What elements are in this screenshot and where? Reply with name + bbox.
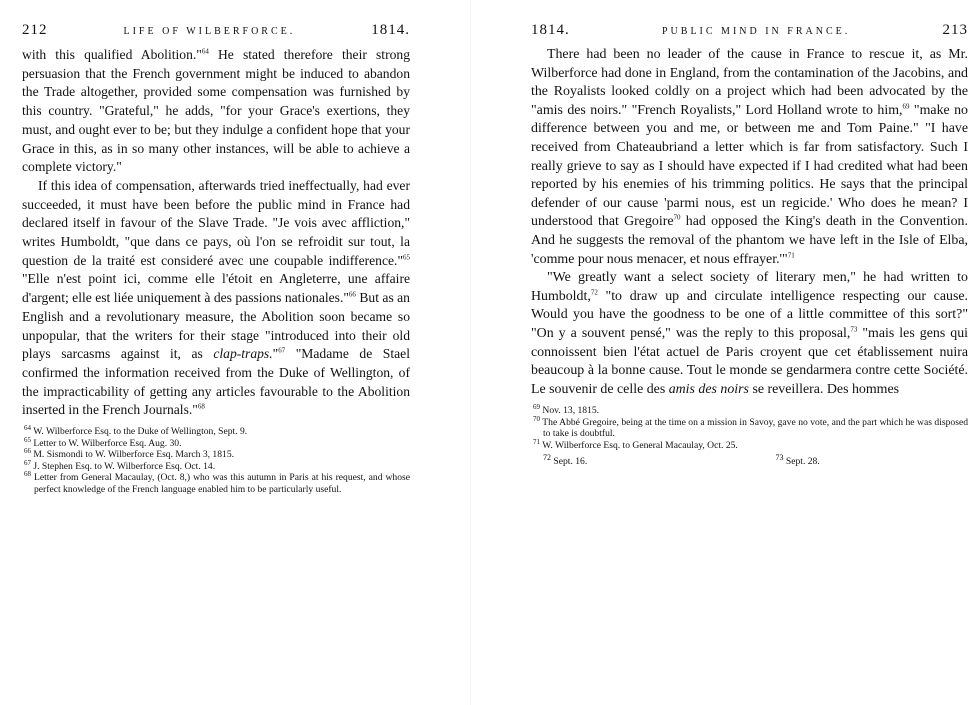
- footnotes: [531, 405, 968, 467]
- running-head-right: [531, 22, 968, 46]
- footnote: $^{64}$ W. Wilberforce Esq. to the Duke of Wellington, Sept. 9.: [24, 423, 248, 438]
- footnote-ref: 64: [201, 47, 209, 56]
- footnote-ref: 66: [348, 290, 356, 299]
- paragraph: If this idea of compensation, afterwards tried ineffectually, had ever succeeded, it must have been before the public mind in France had declared itself in favour of the Slave Trade. "Je vois avec affliction," writes Humboldt, "que dans ce pays, où l'on se refroidit sur tout, la question de la traité est consideré avec une coupable indifference."$^{65}$ "Elle n'est point ici, comme elle l'étoit en Angleterre, une affaire d'argent; elle est liée uniquement à des passions nationales."$^{66}$ But as an English and a revolutionary measure, the Abolition soon became so unpopular, that the writers for their stage "introduced into their old plays sarcasms against it, as clap-traps."$^{67}$ "Madame de Stael confirmed the information received from the Duke of Wellington, of the impracticability of getting any articles favourable to the Abolition inserted in the French Journals."$^{68}$: [22, 177, 410, 418]
- footnote-ref: 72: [590, 288, 598, 297]
- footnote: $^{70}$ The Abbé Gregoire, being at the time on a mission in Savoy, gave no vote, and the part which he was disposed to take is doubtful.: [533, 414, 968, 440]
- running-head-left: [22, 22, 410, 46]
- paragraph: "We greatly want a select society of literary men," he had written to Humboldt,$^{72}$ "to draw up and circulate intelligence respecting our cause. Would you have the goodness to be one of a little committee of this sort?" "On y a souvent pensé," was the reply to this proposal,$^{73}$ "mais les gens qui connoissent bien l'état actuel de Paris croyent que cet établissement nuira beaucoup à la bonne cause. Tout le monde se gendarmera contre cette Société. Le souvenir de celle des amis des noirs se reveillera. Des hommes: [531, 270, 969, 397]
- footnote-list: [531, 405, 968, 451]
- footnote: $^{71}$ W. Wilberforce Esq. to General Macaulay, Oct. 25.: [533, 437, 738, 452]
- running-title: LIFE OF WILBERFORCE.: [123, 26, 296, 37]
- running-title: PUBLIC MIND IN FRANCE.: [662, 26, 851, 37]
- footnotes: [22, 423, 410, 496]
- running-year: 1814.: [371, 22, 410, 38]
- paragraph: with this qualified Abolition."$^{64}$ He stated therefore their strong persuasion that the French government might be induced to abandon the Trade altogether, provided some compensation was furnished by this country. "Grateful," he adds, "for your Grace's exertions, they must, and ought ever to be; but they indulge a confident hope that your Grace in this, as in so many other instances, will be able to achieve a complete victory.": [22, 47, 410, 175]
- footnote: $^{67}$ J. Stephen Esq. to W. Wilberforce Esq. Oct. 14.: [24, 458, 216, 472]
- footnote: $^{69}$ Nov. 13, 1815.: [533, 403, 600, 417]
- footnote: $^{65}$ Letter to W. Wilberforce Esq. Aug. 30.: [24, 435, 182, 449]
- footnote: $^{73}$ Sept. 28.: [775, 452, 820, 467]
- footnote-ref: 65: [403, 253, 410, 262]
- book-gutter: [470, 0, 471, 705]
- paragraph: There had been no leader of the cause in France to rescue it, as Mr. Wilberforce had done in England, from the contamination of the Jacobins, and the Royalists looked coldly on a project which had been advocated by the "amis des noirs." "French Royalists," Lord Holland wrote to him,$^{69}$ "make no difference between you and me, or between me and Tom Paine." "I have received from Chateaubriand a letter which is far from satisfactory. Such I really grieve to say as I should have expected if I had credited what had been reported by his enemies of his trimming politics. He says that the principal defender of our cause 'parmi nous, est un regicide.' Who does he mean? I understood that Gregoire$^{70}$ had opposed the King's death in the Convention. And he suggests the removal of the phantom we have left in the Isle of Elba, 'comme pour nous menacer, et nous effrayer.'"$^{71}$: [531, 47, 969, 267]
- footnote-ref: 70: [673, 213, 681, 222]
- body-text: [531, 46, 968, 399]
- italic-text: clap-traps.: [213, 346, 273, 362]
- left-page: [0, 0, 445, 705]
- page-number: 213: [942, 22, 968, 38]
- italic-text: amis des noirs: [668, 381, 749, 397]
- footnote-ref: 69: [902, 102, 910, 111]
- footnote: $^{68}$ Letter from General Macaulay, (Oct. 8,) who was this autumn in Paris at his request, and whose perfect knowledge of the French language enabled him to be particularly useful.: [24, 470, 410, 496]
- footnote-ref: 67: [278, 346, 286, 355]
- footnote: $^{72}$ Sept. 16.: [543, 452, 588, 467]
- page-number: 212: [22, 22, 48, 38]
- right-page: [498, 0, 980, 705]
- running-year: 1814.: [531, 22, 570, 38]
- footnote-ref: 71: [787, 250, 795, 259]
- body-text: [22, 46, 410, 420]
- footnote: $^{66}$ M. Sismondi to W. Wilberforce Esq. March 3, 1815.: [24, 447, 235, 461]
- footnote-ref: 68: [197, 402, 205, 411]
- footnote-ref: 73: [850, 325, 858, 334]
- footnote-pair: [531, 452, 968, 468]
